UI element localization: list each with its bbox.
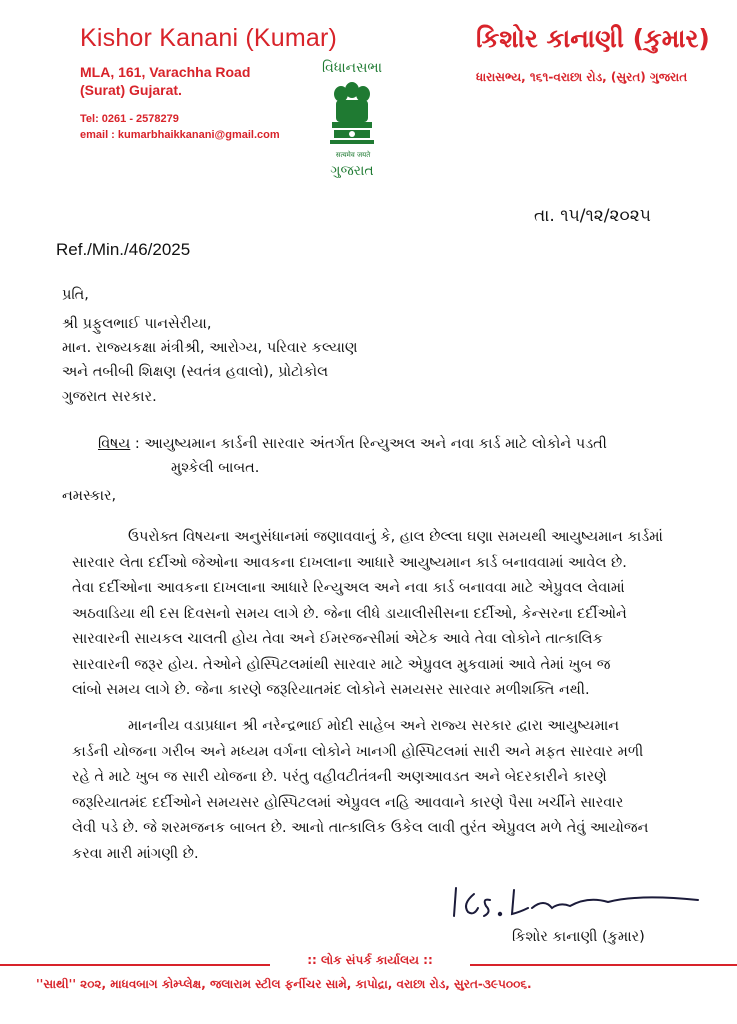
subject-block [98, 432, 688, 480]
paragraph-line: તેવા દર્દીઓના આવકના દાખલાના આધારે રિન્યુઅલ અને નવા કાર્ડ બનાવવા માટે એપ્રુવલ લેવામાં [72, 580, 625, 596]
state-emblem-icon [326, 80, 378, 154]
paragraph-line: સારવારની સાયકલ ચાલતી હોય તેવા અને ઈમરજન્સીમાં એટેક આવે તેવા લોકોને તાત્કાલિક [72, 631, 603, 647]
subject-text-line-1: : આયુષ્યમાન કાર્ડની સારવાર અંતર્ગત રિન્યુઅલ અને નવા કાર્ડ માટે લોકોને પડતી [134, 436, 607, 452]
handwritten-signature [448, 878, 708, 922]
addressee-line: ગુજરાત સરકાર. [62, 389, 157, 405]
paragraph-line: જરૂરિયાતમંદ દર્દીઓને સમયસર હોસ્પિટલમાં એપ્રુવલ નહિ આવવાને કારણે પૈસા ખર્ચીને સારવાર [72, 794, 624, 811]
paragraph-line: અઠવાડિયા થી દસ દિવસનો સમય લાગે છે. જેના લીધે ડાયાલીસીસના દર્દીઓ, કેન્સરના દર્દીઓને [72, 605, 627, 622]
body-paragraph-1 [72, 525, 684, 704]
paragraph-line: કરવા મારી માંગણી છે. [72, 845, 199, 862]
letterhead-email: email : kumarbhaikkanani@gmail.com [80, 129, 280, 141]
footer-address: ''સાથી'' ૨૦૨, માધવબાગ કોમ્પ્લેક્ષ, જલારામ સ્ટીલ ફર્નીચર સામે, કાપોદ્રા, વરાછા રોડ, સુરત-૩૯૫૦૦૬. [36, 977, 532, 991]
letterhead-telephone: Tel: 0261 - 2578279 [80, 113, 179, 125]
subject-text-line-2: મુશ્કેલી બાબત. [171, 460, 260, 476]
letterhead-gujarati-name: કિશોર કાનાણી (કુમાર) [476, 24, 710, 53]
paragraph-line: કાર્ડની યોજના ગરીબ અને મધ્યમ વર્ગના લોકોને ખાનગી હોસ્પિટલમાં સારી અને મફત સારવાર મળી [72, 743, 644, 760]
letter-date: તા. ૧૫/૧૨/૨૦૨૫ [534, 206, 651, 226]
paragraph-line: લેવી પડે છે. જે શરમજનક બાબત છે. આનો તાત્કાલિક ઉકેલ લાવી તુરંત એપ્રુવલ મળે તેવું આયોજન [72, 820, 649, 836]
paragraph-line: માનનીય વડાપ્રધાન શ્રી નરેન્દ્રભાઈ મોદી સાહેબ અને રાજ્ય સરકાર દ્વારા આયુષ્યમાન [128, 718, 620, 734]
body-paragraph-2 [72, 714, 684, 867]
greeting: નમસ્કાર, [62, 488, 117, 504]
addressee-line: અને તબીબી શિક્ષણ (સ્વતંત્ર હવાલો), પ્રોટોકોલ [62, 364, 329, 380]
subject-label: વિષય [98, 436, 131, 452]
addressee-line: શ્રી પ્રફુલભાઈ પાનસેરીયા, [62, 316, 212, 332]
letterhead-english-name: Kishor Kanani (Kumar) [80, 24, 338, 52]
addressee-line: પ્રતિ, [62, 287, 89, 303]
reference-number: Ref./Min./46/2025 [56, 240, 191, 259]
footer-rule [470, 964, 737, 966]
paragraph-line: લાંબો સમય લાગે છે. જેના કારણે જરૂરિયાતમંદ લોકોને સમયસર સારવાર મળીશક્તિ નથી. [72, 682, 590, 698]
addressee-line: માન. રાજ્યકક્ષા મંત્રીશ્રી, આરોગ્ય, પરિવાર કલ્યાણ [62, 340, 358, 356]
footer-office-title: :: લોક સંપર્ક કાર્યાલય :: [307, 953, 433, 967]
emblem-motto: सत्यमेव जयते [335, 151, 371, 159]
footer-rule [0, 964, 270, 966]
paragraph-line: સારવારની જરૂર હોય. તેઓને હોસ્પિટલમાંથી સારવાર માટે એપ્રુવલ મુકવામાં આવે તેમાં ખુબ જ [72, 656, 611, 673]
emblem-caption-bottom: ગુજરાત [330, 163, 374, 179]
signer-name: કિશોર કાનાણી (કુમાર) [512, 929, 645, 945]
paragraph-line: સારવાર લેતા દર્દીઓ જેઓના આવકના દાખલાના આધારે આયુષ્યમાન કાર્ડ બનાવવામાં આવેલ છે. [72, 554, 627, 571]
paragraph-line: રહે તે માટે ખુબ જ સારી યોજના છે. પરંતુ વહીવટીતંત્રની અણઆવડત અને બેદરકારીને કારણે [72, 769, 607, 785]
emblem-caption-top: વિધાનસભા [321, 60, 383, 76]
paragraph-line: ઉપરોક્ત વિષયના અનુસંધાનમાં જણાવવાનું કે, હાલ છેલ્લા ઘણા સમયથી આયુષ્યમાન કાર્ડમાં [128, 529, 663, 545]
letterhead-english-address-line-2: (Surat) Gujarat. [80, 82, 182, 98]
letterhead-english-address-line-1: MLA, 161, Varachha Road [80, 64, 251, 80]
letterhead-gujarati-address: ધારાસભ્ય, ૧૬૧-વરાછા રોડ, (સુરત) ગુજરાત [476, 70, 688, 84]
